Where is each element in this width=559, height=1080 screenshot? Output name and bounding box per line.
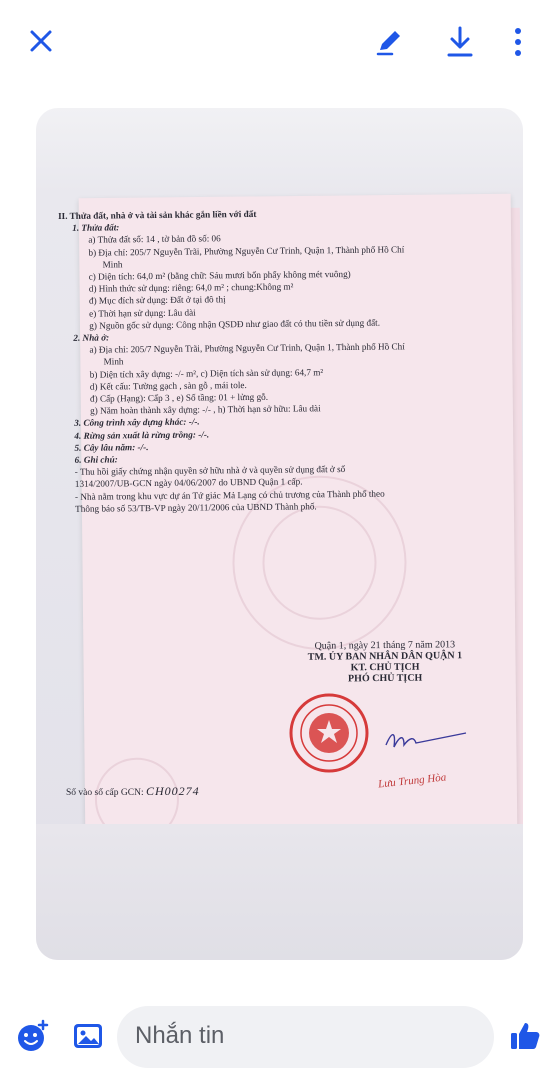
top-toolbar [0, 0, 559, 84]
more-vertical-icon[interactable] [500, 20, 536, 64]
place-date: Quận 1, ngày 21 tháng 7 năm 2013 [314, 639, 456, 652]
registry-label: Số vào sổ cấp GCN: [66, 788, 144, 798]
doc-line: e) Thời hạn sử dụng: Lâu dài [89, 307, 196, 319]
doc-line: d) Hình thức sử dụng: riêng: 64,0 m² ; chung:Không m² [88, 281, 294, 294]
emoji-add-icon[interactable] [12, 1016, 52, 1056]
doc-line: Minh [102, 259, 123, 270]
doc-line: d) Kết cấu: Tường gạch , sàn gỗ , mái tole. [89, 379, 247, 392]
doc-line: 4. Rừng sản xuất là rừng trồng: -/-. [74, 429, 210, 441]
section-title: II. Thửa đất, nhà ở và tài sản khác gắn liền với đất [58, 208, 257, 221]
download-icon[interactable] [438, 20, 482, 64]
certificate-text [58, 206, 481, 515]
doc-line: - Nhà nằm trong khu vực dự án Tứ giác Mả Lạng có chủ trương của Thành phố theo [74, 488, 385, 502]
doc-line: b) Địa chỉ: 205/7 Nguyễn Trãi, Phường Nguyễn Cư Trinh, Quận 1, Thành phố Hồ Chí [88, 243, 405, 258]
doc-line: 3. Công trình xây dựng khác: -/-. [74, 416, 200, 429]
registry-value: CH00274 [145, 784, 200, 798]
doc-line: g) Năm hoàn thành xây dựng: -/- , h) Thời hạn sở hữu: Lâu dài [90, 403, 321, 416]
table-surface [36, 824, 523, 960]
doc-line: 2. Nhà ở: [73, 332, 110, 343]
image-icon[interactable] [68, 1016, 108, 1056]
role-line-2: PHÓ CHỦ TỊCH [347, 672, 423, 685]
doc-line: a) Thửa đất số: 14 , tờ bản đồ số: 06 [88, 233, 221, 246]
role-line-1: KT. CHỦ TỊCH [350, 661, 420, 674]
doc-line: g) Nguồn gốc sử dụng: Công nhận QSDĐ như giao đất có thu tiền sử dụng đất. [89, 317, 381, 331]
doc-line: 6. Ghi chú: [74, 454, 118, 465]
doc-line: c) Diện tích: 64,0 m² (bằng chữ: Sáu mươi bốn phẩy không mét vuông) [88, 268, 351, 282]
pencil-icon[interactable] [368, 20, 412, 64]
doc-line: đ) Mục đích sử dụng: Đất ở tại đô thị [88, 294, 226, 307]
doc-line: Thông báo số 53/TB-VP ngày 20/11/2006 của UBND Thành phố. [75, 501, 317, 514]
doc-line: 5. Cây lâu năm: -/-. [74, 441, 149, 453]
doc-line: b) Diện tích xây dựng: -/- m², c) Diện tích sàn sử dụng: 64,7 m² [89, 366, 324, 380]
doc-line: Minh [103, 356, 124, 367]
message-placeholder: Nhắn tin [135, 1022, 225, 1049]
org-name: TM. ỦY BAN NHÂN DÂN QUẬN 1 [307, 650, 463, 663]
doc-line: 1314/2007/UB-GCN ngày 04/06/2007 do UBND Quận 1 cấp. [74, 476, 303, 490]
signer-name: Lưu Trung Hòa [377, 771, 447, 791]
registry-number [66, 784, 200, 799]
thumbs-up-icon[interactable] [505, 1016, 545, 1056]
doc-line: đ) Cấp (Hạng): Cấp 3 , e) Số tầng: 01 + lửng gỗ. [89, 391, 269, 404]
handwritten-signature-icon [382, 725, 472, 755]
doc-line: - Thu hồi giấy chứng nhận quyền sở hữu nhà ở và quyền sử dụng đất ở số [74, 464, 346, 478]
doc-line: a) Địa chỉ: 205/7 Nguyễn Trãi, Phường Nguyễn Cư Trinh, Quận 1, Thành phố Hồ Chí [89, 341, 405, 355]
red-seal-icon [288, 692, 370, 774]
doc-line: 1. Thửa đất: [72, 222, 120, 234]
signature-block [280, 639, 490, 685]
close-icon[interactable] [20, 20, 62, 62]
